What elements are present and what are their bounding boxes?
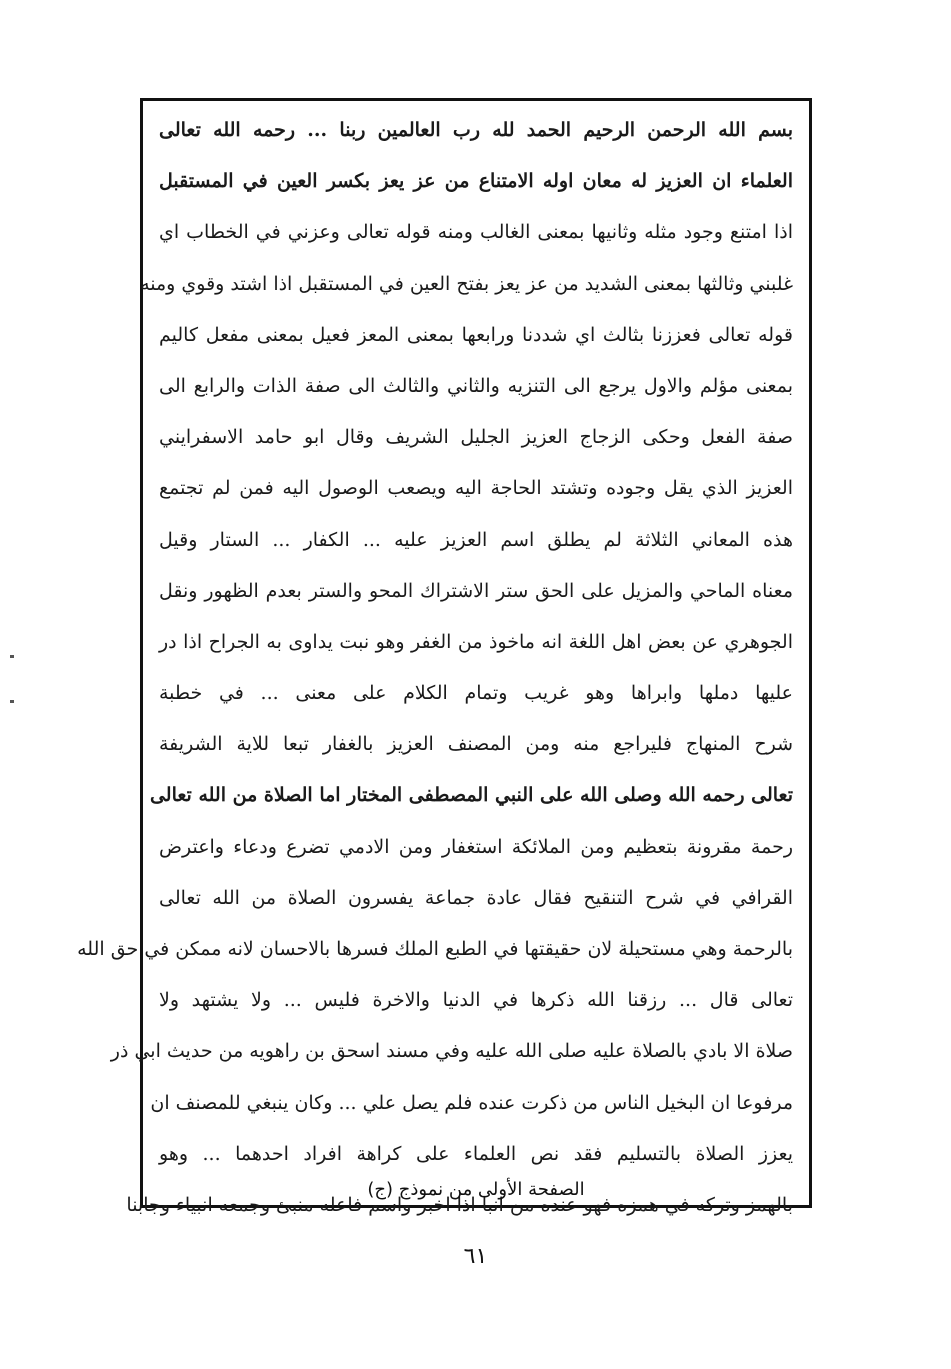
manuscript-line: رحمة مقرونة بتعظيم ومن الملائكة استغفار ومن الادمي تضرع ودعاء واعترض bbox=[159, 835, 793, 858]
manuscript-line: بالهمز وتركه في همزه فهو عنده من انبا اذا اخبر واسم فاعله منبئ وجمعه انبياء وجابنا bbox=[126, 1193, 793, 1216]
manuscript-line: اذا امتنع وجود مثله وثانيها بمعنى الغالب ومنه قوله تعالى وعزني في الخطاب اي bbox=[159, 221, 793, 244]
manuscript-line: شرح المنهاج فليراجع منه ومن المصنف العزيز بالغفار تبعا للاية الشريفة bbox=[159, 733, 793, 756]
manuscript-line: القرافي في شرح التنقيح فقال عادة جماعة يفسرون الصلاة من الله تعالى bbox=[159, 886, 793, 909]
scan-mark bbox=[10, 700, 14, 703]
manuscript-line: تعالى قال ... رزقنا الله ذكرها في الدنيا والاخرة فليس ... ولا يشتهد ولا bbox=[159, 989, 793, 1012]
manuscript-line: مرفوعا ان البخيل الناس من ذكرت عنده فلم يصل علي ... وكان ينبغي للمصنف ان bbox=[150, 1091, 793, 1114]
manuscript-line: غلبني وثالثها بمعنى الشديد من عز يعز بفتح العين في المستقبل اذا اشتد وقوي ومنه bbox=[140, 272, 793, 295]
manuscript-line: عليها دملها وابراها وهو غريب وتمام الكلام على معنى ... في خطبة bbox=[159, 682, 793, 705]
manuscript-line: العزيز الذي يقل وجوده وتشتد الحاجة اليه ويصعب الوصول اليه فمن لم تجتمع bbox=[159, 477, 793, 500]
manuscript-text bbox=[77, 105, 793, 1231]
manuscript-line: بالرحمة وهي مستحيلة لان حقيقتها في الطبع الملك فسرها بالاحسان لانه ممكن في حق الله bbox=[77, 938, 793, 960]
manuscript-line: بمعنى مؤلم والاول يرجع الى التنزيه والثاني والثالث الى صفة الذات والرابع الى bbox=[159, 374, 793, 397]
manuscript-line: العلماء ان العزيز له معان اوله الامتناع من عز يعز بكسر العين في المستقبل bbox=[159, 170, 793, 193]
manuscript-line: تعالى رحمه الله وصلى الله على النبي المصطفى المختار اما الصلاة من الله تعالى bbox=[149, 784, 793, 807]
manuscript-line: بسم الله الرحمن الرحيم الحمد لله رب العالمين ربنا ... رحمه الله تعالى bbox=[159, 119, 793, 141]
manuscript-line: يعزز الصلاة بالتسليم فقد نص العلماء على كراهة افراد احدهما ... وهو bbox=[159, 1142, 793, 1165]
scan-mark bbox=[10, 655, 14, 658]
manuscript-line: قوله تعالى فعززنا بثالث اي شددنا ورابعها بمعنى المعز فعيل بمعنى مفعل كاليم bbox=[159, 323, 793, 346]
page-number: ٦١ bbox=[463, 1244, 488, 1269]
figure-caption: الصفحة الأولى من نموذج (ج) bbox=[367, 1179, 585, 1200]
manuscript-frame bbox=[77, 98, 812, 1216]
manuscript-line: صفة الفعل وحكى الزجاج العزيز الجليل الشريف وقال ابو حامد الاسفرايني bbox=[159, 426, 793, 449]
manuscript-line: الجوهري عن بعض اهل اللغة انه ماخوذ من الغفر وهو نبت يداوى به الجراح اذا در bbox=[159, 630, 793, 653]
manuscript-line: هذه المعاني الثلاثة لم يطلق اسم العزيز عليه ... الكفار ... الستار وقيل bbox=[159, 528, 793, 551]
manuscript-line: معناه الماحي والمزيل على الحق ستر الاشتراك المحو والستر بعدم الظهور ونقل bbox=[159, 579, 793, 602]
manuscript-line: صلاة الا بادي بالصلاة عليه صلى الله عليه وفي مسند اسحق بن راهويه من حديث ابي ذر bbox=[110, 1040, 793, 1063]
